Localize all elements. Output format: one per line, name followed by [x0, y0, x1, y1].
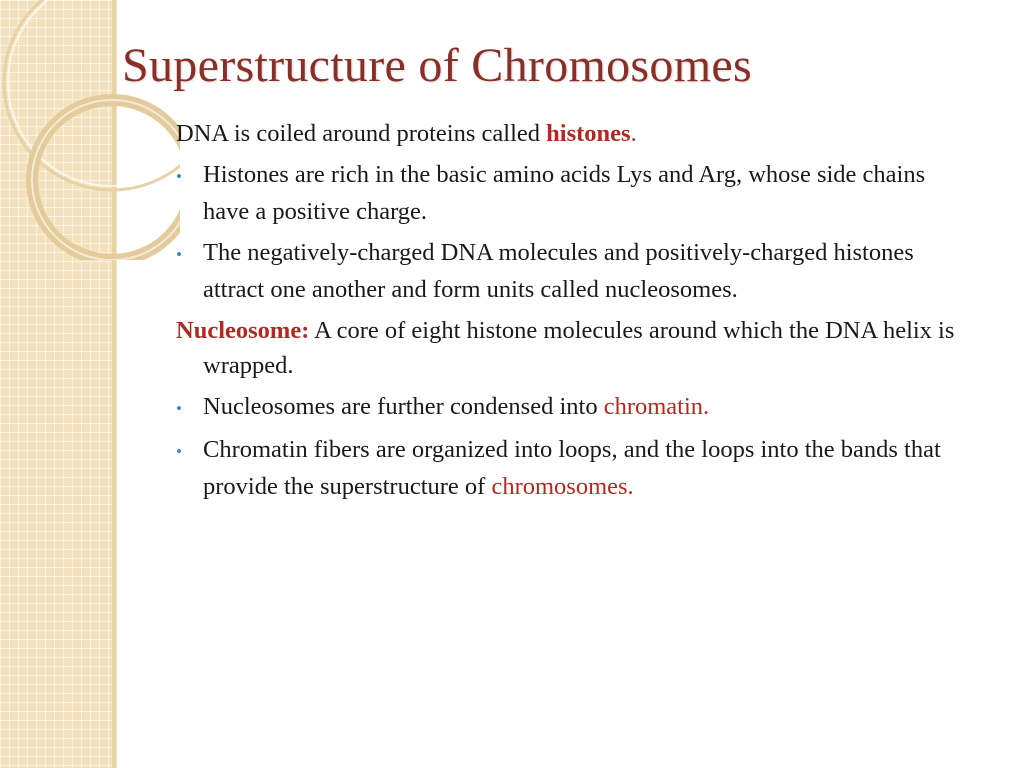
bullet-icon: •: [176, 167, 182, 186]
slide-body: [176, 116, 976, 510]
bullet-icon: •: [176, 442, 182, 461]
bullet-icon: •: [176, 245, 182, 264]
bullet-item: • Nucleosomes are further condensed into chromatin.: [176, 389, 976, 426]
nucleosome-definition: Nucleosome: A core of eight histone molecules around which the DNA helix is wrapped.: [176, 317, 955, 379]
intro-line: DNA is coiled around proteins called histones.: [176, 120, 637, 147]
bullet-item: • Chromatin fibers are organized into loops, and the loops into the bands that provide the superstructure of chromosomes.: [176, 436, 941, 500]
histones-highlight: histones: [546, 120, 631, 147]
bullet-item: • Histones are rich in the basic amino acids Lys and Arg, whose side chains have a positive charge.: [176, 161, 926, 225]
definition-term: Nucleosome:: [176, 317, 310, 344]
chromosomes-highlight: chromosomes.: [491, 473, 634, 500]
slide-title: Superstructure of Chromosomes: [122, 39, 752, 92]
bullet-icon: •: [176, 399, 182, 418]
bullet-item: • The negatively-charged DNA molecules and positively-charged histones attract one another and form units called nucleosomes.: [176, 239, 914, 303]
chromatin-highlight: chromatin: [603, 393, 704, 420]
